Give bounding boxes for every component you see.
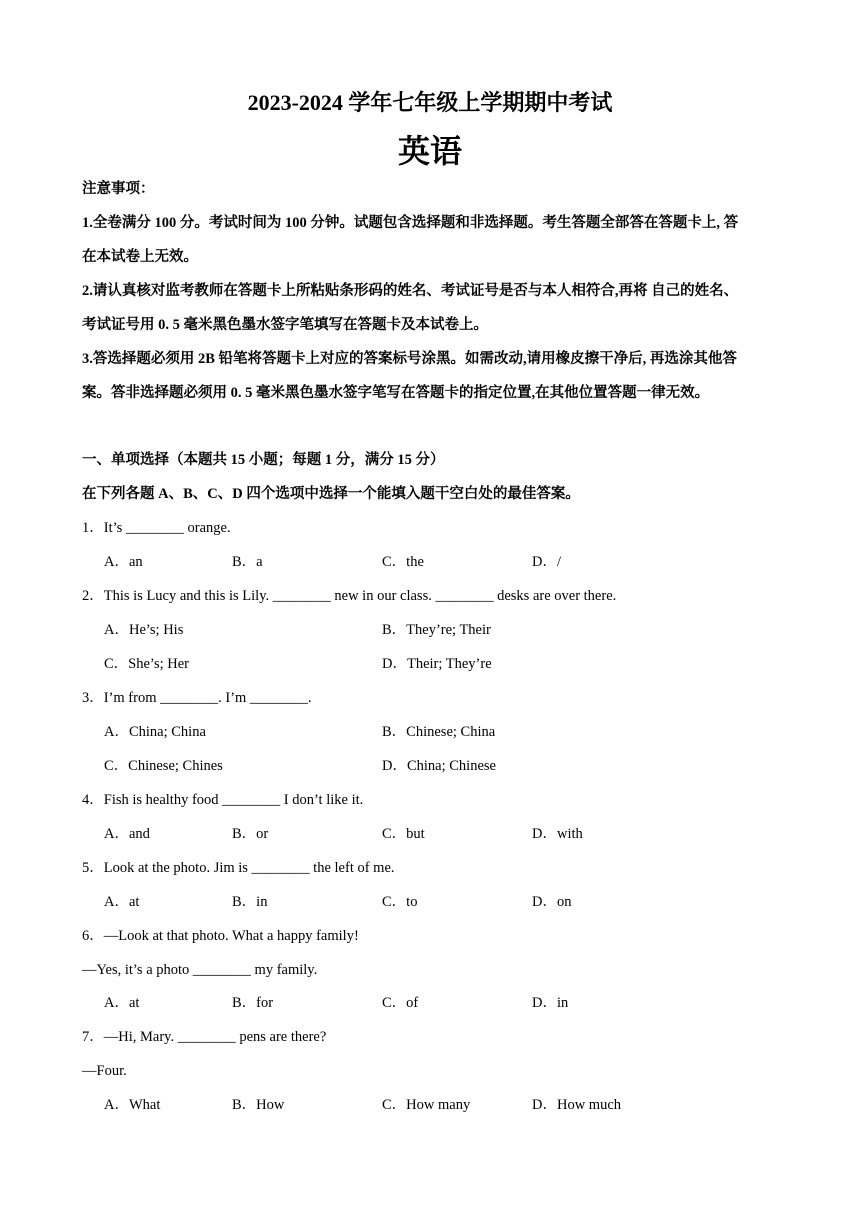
question-stem-reply: —Yes, it’s a photo ________ my family.: [82, 962, 318, 978]
option-b: B．for: [232, 995, 274, 1011]
option-b: B．They’re; Their: [382, 622, 491, 638]
option-d: D．on: [532, 894, 572, 910]
option-d: D．Their; They’re: [382, 656, 492, 672]
option-c: C．She’s; Her: [104, 656, 189, 672]
question-stem: 4．Fish is healthy food ________ I don’t like it.: [82, 792, 364, 808]
question-stem: 2．This is Lucy and this is Lily. ________ new in our class. ________ desks are over there.: [82, 588, 617, 604]
option-d: D．in: [532, 995, 569, 1011]
question-stem: 7．—Hi, Mary. ________ pens are there?: [82, 1029, 327, 1045]
option-d: D．China; Chinese: [382, 758, 496, 774]
option-b: B．in: [232, 894, 268, 910]
option-c: C．How many: [382, 1097, 471, 1113]
option-b: B．Chinese; China: [382, 724, 496, 740]
option-c: C．the: [382, 554, 424, 570]
option-b: B．a: [232, 554, 263, 570]
option-d: D．How much: [532, 1097, 622, 1113]
option-d: D．with: [532, 826, 583, 842]
notice-line-2: 在本试卷上无效。: [82, 249, 198, 265]
question-stem: 3．I’m from ________. I’m ________.: [82, 690, 312, 706]
option-d: D．/: [532, 554, 561, 570]
option-a: A．and: [104, 826, 150, 842]
option-c: C．Chinese; Chines: [104, 758, 223, 774]
option-a: A．What: [104, 1097, 161, 1113]
option-c: C．but: [382, 826, 425, 842]
notice-heading: 注意事项：: [82, 181, 155, 197]
option-a: A．an: [104, 554, 143, 570]
section-instruction: 在下列各题 A、B、C、D 四个选项中选择一个能填入题干空白处的最佳答案。: [82, 486, 580, 502]
notice-line-4: 考试证号用 0. 5 毫米黑色墨水签字笔填写在答题卡及本试卷上。: [82, 317, 488, 333]
exam-title: 2023-2024 学年七年级上学期期中考试: [247, 90, 613, 115]
notice-line-3: 2.请认真核对监考教师在答题卡上所粘贴条形码的姓名、考试证号是否与本人相符合,再将 自己的姓名、: [82, 283, 739, 299]
question-stem-reply: —Four.: [82, 1063, 127, 1079]
option-a: A．He’s; His: [104, 622, 184, 638]
notice-line-5: 3.答选择题必须用 2B 铅笔将答题卡上对应的答案标号涂黑。如需改动,请用橡皮擦干净后, 再选涂其他答: [82, 351, 737, 367]
notice-line-6: 案。答非选择题必须用 0. 5 毫米黑色墨水签字笔写在答题卡的指定位置,在其他位置答题一律无效。: [82, 385, 710, 401]
exam-subject: 英语: [397, 133, 462, 169]
option-a: A．at: [104, 995, 140, 1011]
section-heading: 一、单项选择（本题共 15 小题；每题 1 分，满分 15 分）: [82, 452, 445, 468]
option-b: B．or: [232, 826, 269, 842]
option-c: C．to: [382, 894, 418, 910]
question-stem: 5．Look at the photo. Jim is ________ the left of me.: [82, 860, 395, 876]
option-b: B．How: [232, 1097, 285, 1113]
question-stem: 6．—Look at that photo. What a happy family!: [82, 928, 359, 944]
option-a: A．at: [104, 894, 140, 910]
option-c: C．of: [382, 995, 419, 1011]
notice-line-1: 1.全卷满分 100 分。考试时间为 100 分钟。试题包含选择题和非选择题。考生答题全部答在答题卡上, 答: [82, 215, 739, 231]
question-stem: 1．It’s ________ orange.: [82, 520, 231, 536]
option-a: A．China; China: [104, 724, 206, 740]
